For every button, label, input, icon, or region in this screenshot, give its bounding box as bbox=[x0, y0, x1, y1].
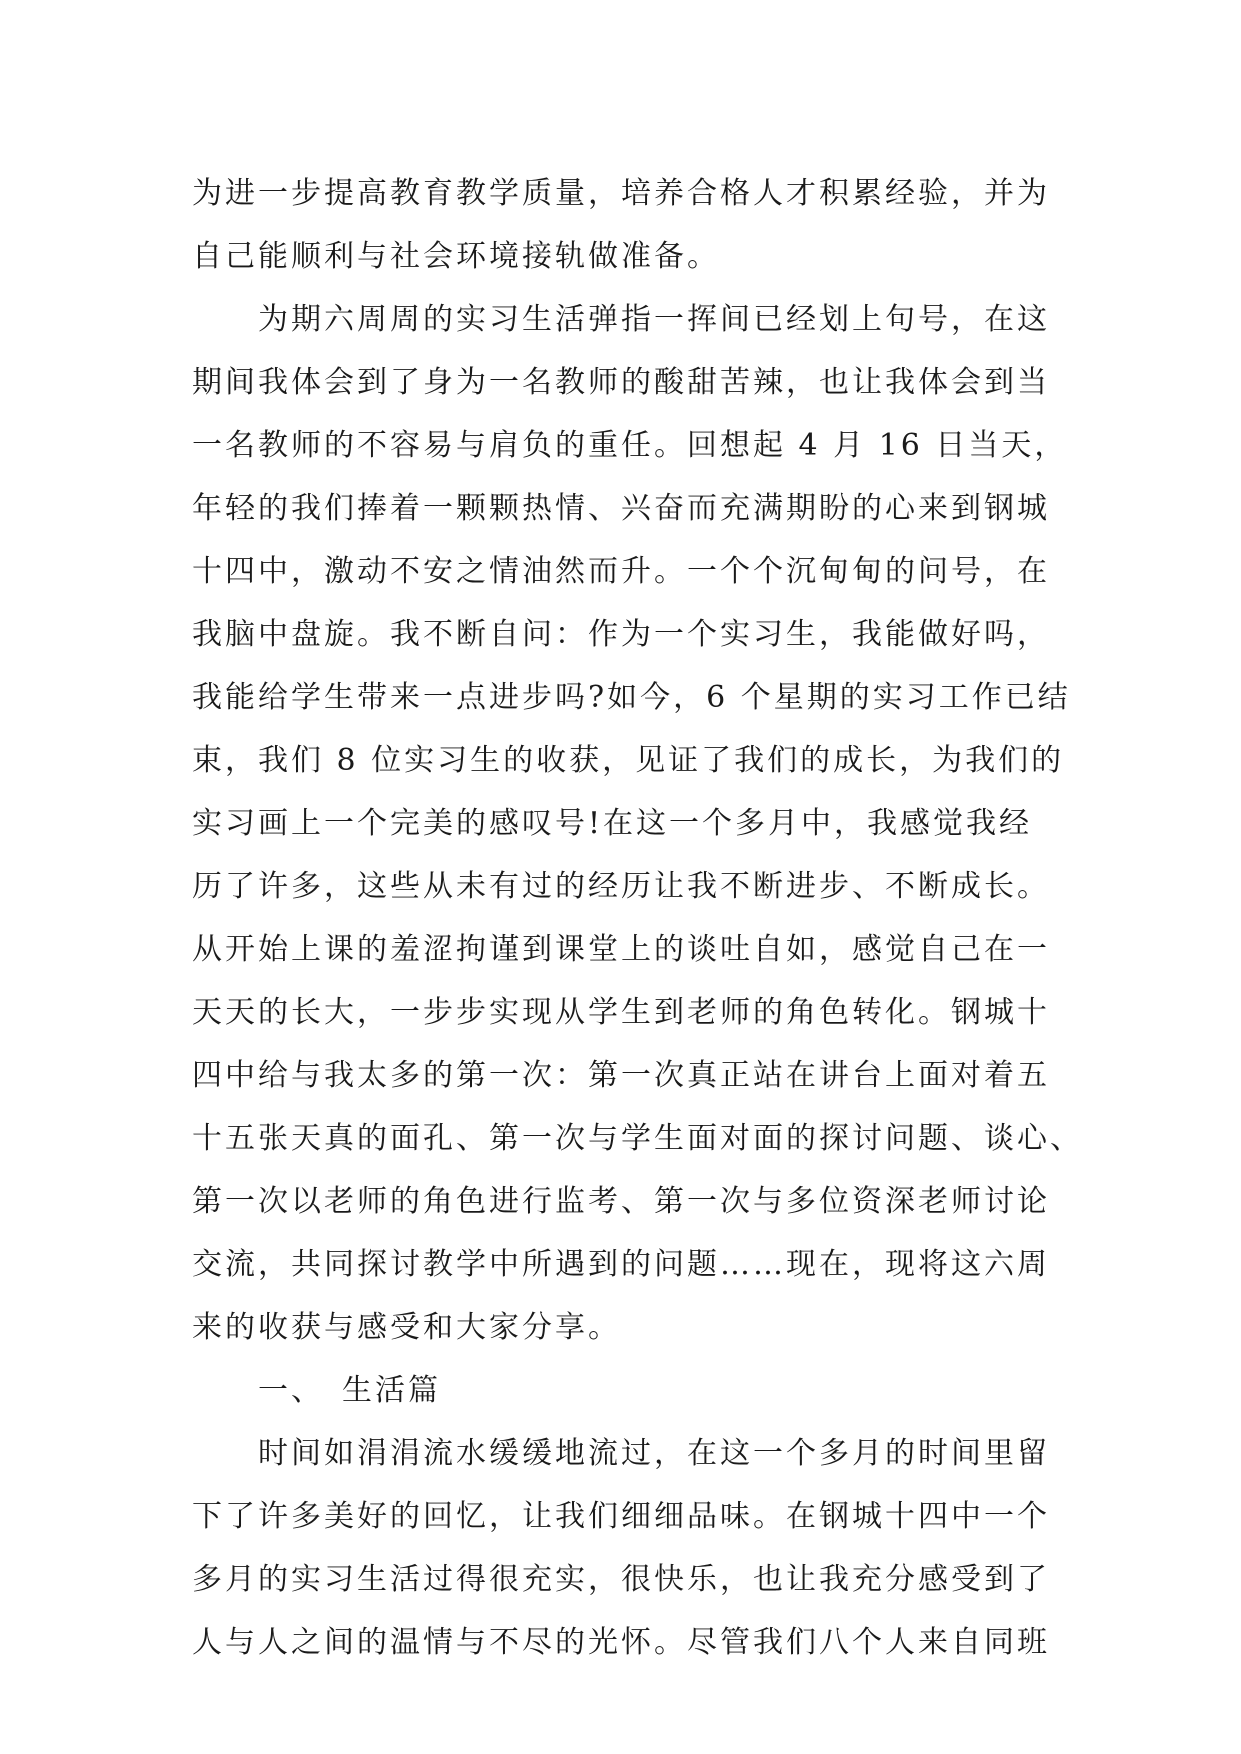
body-text bbox=[192, 162, 1083, 1674]
text-line: 四中给与我太多的第一次：第一次真正站在讲台上面对着五 bbox=[192, 1058, 1050, 1093]
text-line: 为进一步提高教育教学质量，培养合格人才积累经验，并为 bbox=[192, 176, 1050, 211]
text-line: 束，我们 8 位实习生的收获，见证了我们的成长，为我们的 bbox=[192, 743, 1065, 778]
text-line: 第一次以老师的角色进行监考、第一次与多位资深老师讨论 bbox=[192, 1184, 1050, 1219]
text-line: 从开始上课的羞涩拘谨到课堂上的谈吐自如，感觉自己在一 bbox=[192, 932, 1050, 967]
text-line: 我能给学生带来一点进步吗?如今，6 个星期的实习工作已结 bbox=[192, 680, 1071, 715]
text-line: 我脑中盘旋。我不断自问：作为一个实习生，我能做好吗， bbox=[192, 617, 1050, 652]
text-line: 自己能顺利与社会环境接轨做准备。 bbox=[192, 239, 720, 274]
text-line: 十五张天真的面孔、第一次与学生面对面的探讨问题、谈心、 bbox=[192, 1121, 1083, 1156]
text-line: 来的收获与感受和大家分享。 bbox=[192, 1310, 621, 1345]
text-line: 天天的长大，一步步实现从学生到老师的角色转化。钢城十 bbox=[192, 995, 1050, 1030]
text-line: 下了许多美好的回忆，让我们细细品味。在钢城十四中一个 bbox=[192, 1499, 1050, 1534]
text-line: 一名教师的不容易与肩负的重任。回想起 4 月 16 日当天， bbox=[192, 428, 1068, 463]
text-line: 多月的实习生活过得很充实，很快乐，也让我充分感受到了 bbox=[192, 1562, 1050, 1597]
text-line: 十四中，激动不安之情油然而升。一个个沉甸甸的问号，在 bbox=[192, 554, 1050, 589]
text-line: 实习画上一个完美的感叹号!在这一个多月中，我感觉我经 bbox=[192, 806, 1033, 841]
paragraph-start-line: 时间如涓涓流水缓缓地流过，在这一个多月的时间里留 bbox=[192, 1436, 1050, 1471]
text-line: 期间我体会到了身为一名教师的酸甜苦辣，也让我体会到当 bbox=[192, 365, 1050, 400]
paragraph-start-line: 为期六周周的实习生活弹指一挥间已经划上句号，在这 bbox=[192, 302, 1050, 337]
text-line: 历了许多，这些从未有过的经历让我不断进步、不断成长。 bbox=[192, 869, 1050, 904]
text-line: 人与人之间的温情与不尽的光怀。尽管我们八个人来自同班 bbox=[192, 1625, 1050, 1660]
text-line: 年轻的我们捧着一颗颗热情、兴奋而充满期盼的心来到钢城 bbox=[192, 491, 1050, 526]
text-line: 交流，共同探讨教学中所遇到的问题……现在，现将这六周 bbox=[192, 1247, 1050, 1282]
section-heading: 一、 生活篇 bbox=[192, 1373, 441, 1408]
